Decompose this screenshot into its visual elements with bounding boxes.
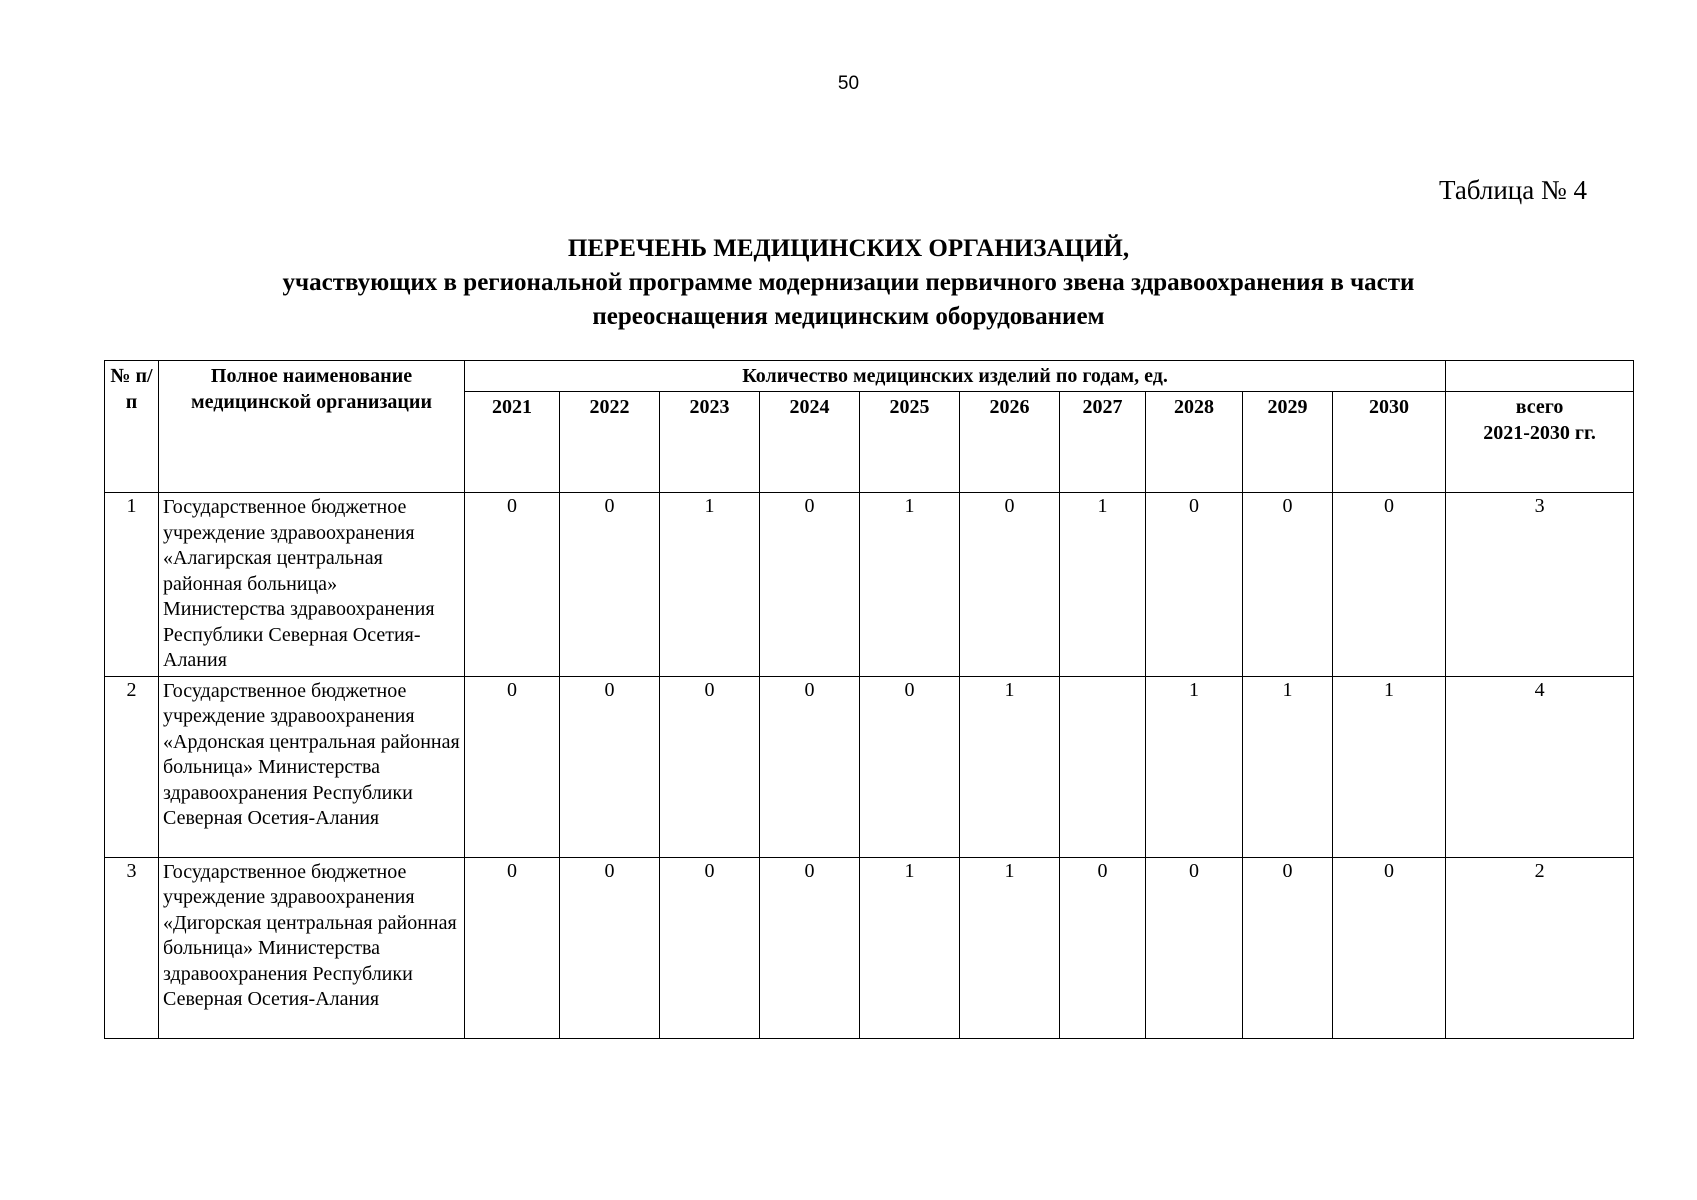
year-value: 1 bbox=[1333, 676, 1446, 857]
header-total bbox=[1446, 392, 1634, 493]
organization-name: Государственное бюджетное учреждение здравоохранения «Ардонская центральная районная больница» Министерства здравоохранения Республики Северная Осетия-Алания bbox=[159, 676, 465, 857]
year-value bbox=[1060, 676, 1146, 857]
header-year: 2030 bbox=[1333, 392, 1446, 493]
header-name: Полное наименование медицинской организации bbox=[159, 361, 465, 493]
year-value: 1 bbox=[1146, 676, 1243, 857]
header-year: 2027 bbox=[1060, 392, 1146, 493]
header-num: № п/п bbox=[105, 361, 159, 493]
document-title bbox=[0, 232, 1697, 334]
year-value: 0 bbox=[1333, 857, 1446, 1038]
row-number: 3 bbox=[105, 857, 159, 1038]
year-value: 0 bbox=[960, 493, 1060, 677]
table-row bbox=[105, 857, 1634, 1038]
year-value: 0 bbox=[760, 676, 860, 857]
year-value: 0 bbox=[1243, 857, 1333, 1038]
header-total-line-2: 2021-2030 гг. bbox=[1483, 422, 1596, 444]
table-row bbox=[105, 493, 1634, 677]
row-total: 2 bbox=[1446, 857, 1634, 1038]
year-value: 0 bbox=[660, 676, 760, 857]
year-value: 0 bbox=[465, 676, 560, 857]
year-value: 0 bbox=[465, 857, 560, 1038]
year-value: 0 bbox=[1333, 493, 1446, 677]
title-line-1: ПЕРЕЧЕНЬ МЕДИЦИНСКИХ ОРГАНИЗАЦИЙ, bbox=[567, 235, 1130, 262]
header-quantity-group: Количество медицинских изделий по годам, ед. bbox=[465, 361, 1446, 392]
table-row bbox=[105, 676, 1634, 857]
organization-name: Государственное бюджетное учреждение здравоохранения «Дигорская центральная районная больница» Министерства здравоохранения Республики Северная Осетия-Алания bbox=[159, 857, 465, 1038]
header-year: 2023 bbox=[660, 392, 760, 493]
row-total: 3 bbox=[1446, 493, 1634, 677]
year-value: 0 bbox=[1060, 857, 1146, 1038]
header-total-blank bbox=[1446, 361, 1634, 392]
header-total-line-1: всего bbox=[1515, 396, 1564, 418]
organization-name: Государственное бюджетное учреждение здравоохранения «Алагирская центральная районная больница» Министерства здравоохранения Республики Северная Осетия-Алания bbox=[159, 493, 465, 677]
year-value: 0 bbox=[1243, 493, 1333, 677]
table-label: Таблица № 4 bbox=[1439, 175, 1587, 205]
year-value: 0 bbox=[860, 676, 960, 857]
year-value: 1 bbox=[860, 857, 960, 1038]
header-year: 2025 bbox=[860, 392, 960, 493]
page-number: 50 bbox=[837, 73, 860, 94]
organizations-table bbox=[104, 360, 1634, 1039]
year-value: 0 bbox=[660, 857, 760, 1038]
title-line-3: переоснащения медицинским оборудованием bbox=[592, 303, 1105, 330]
year-value: 1 bbox=[960, 676, 1060, 857]
year-value: 1 bbox=[1243, 676, 1333, 857]
title-line-2: участвующих в региональной программе модернизации первичного звена здравоохранения в части bbox=[282, 269, 1415, 296]
year-value: 0 bbox=[760, 857, 860, 1038]
year-value: 0 bbox=[760, 493, 860, 677]
year-value: 0 bbox=[560, 493, 660, 677]
header-year: 2022 bbox=[560, 392, 660, 493]
header-year: 2029 bbox=[1243, 392, 1333, 493]
row-number: 1 bbox=[105, 493, 159, 677]
year-value: 1 bbox=[660, 493, 760, 677]
header-year: 2021 bbox=[465, 392, 560, 493]
year-value: 0 bbox=[1146, 857, 1243, 1038]
year-value: 0 bbox=[1146, 493, 1243, 677]
year-value: 1 bbox=[1060, 493, 1146, 677]
year-value: 1 bbox=[960, 857, 1060, 1038]
header-year: 2028 bbox=[1146, 392, 1243, 493]
year-value: 0 bbox=[465, 493, 560, 677]
header-year: 2024 bbox=[760, 392, 860, 493]
year-value: 0 bbox=[560, 676, 660, 857]
row-number: 2 bbox=[105, 676, 159, 857]
year-value: 1 bbox=[860, 493, 960, 677]
header-year: 2026 bbox=[960, 392, 1060, 493]
row-total: 4 bbox=[1446, 676, 1634, 857]
header-row-1 bbox=[105, 361, 1634, 392]
year-value: 0 bbox=[560, 857, 660, 1038]
